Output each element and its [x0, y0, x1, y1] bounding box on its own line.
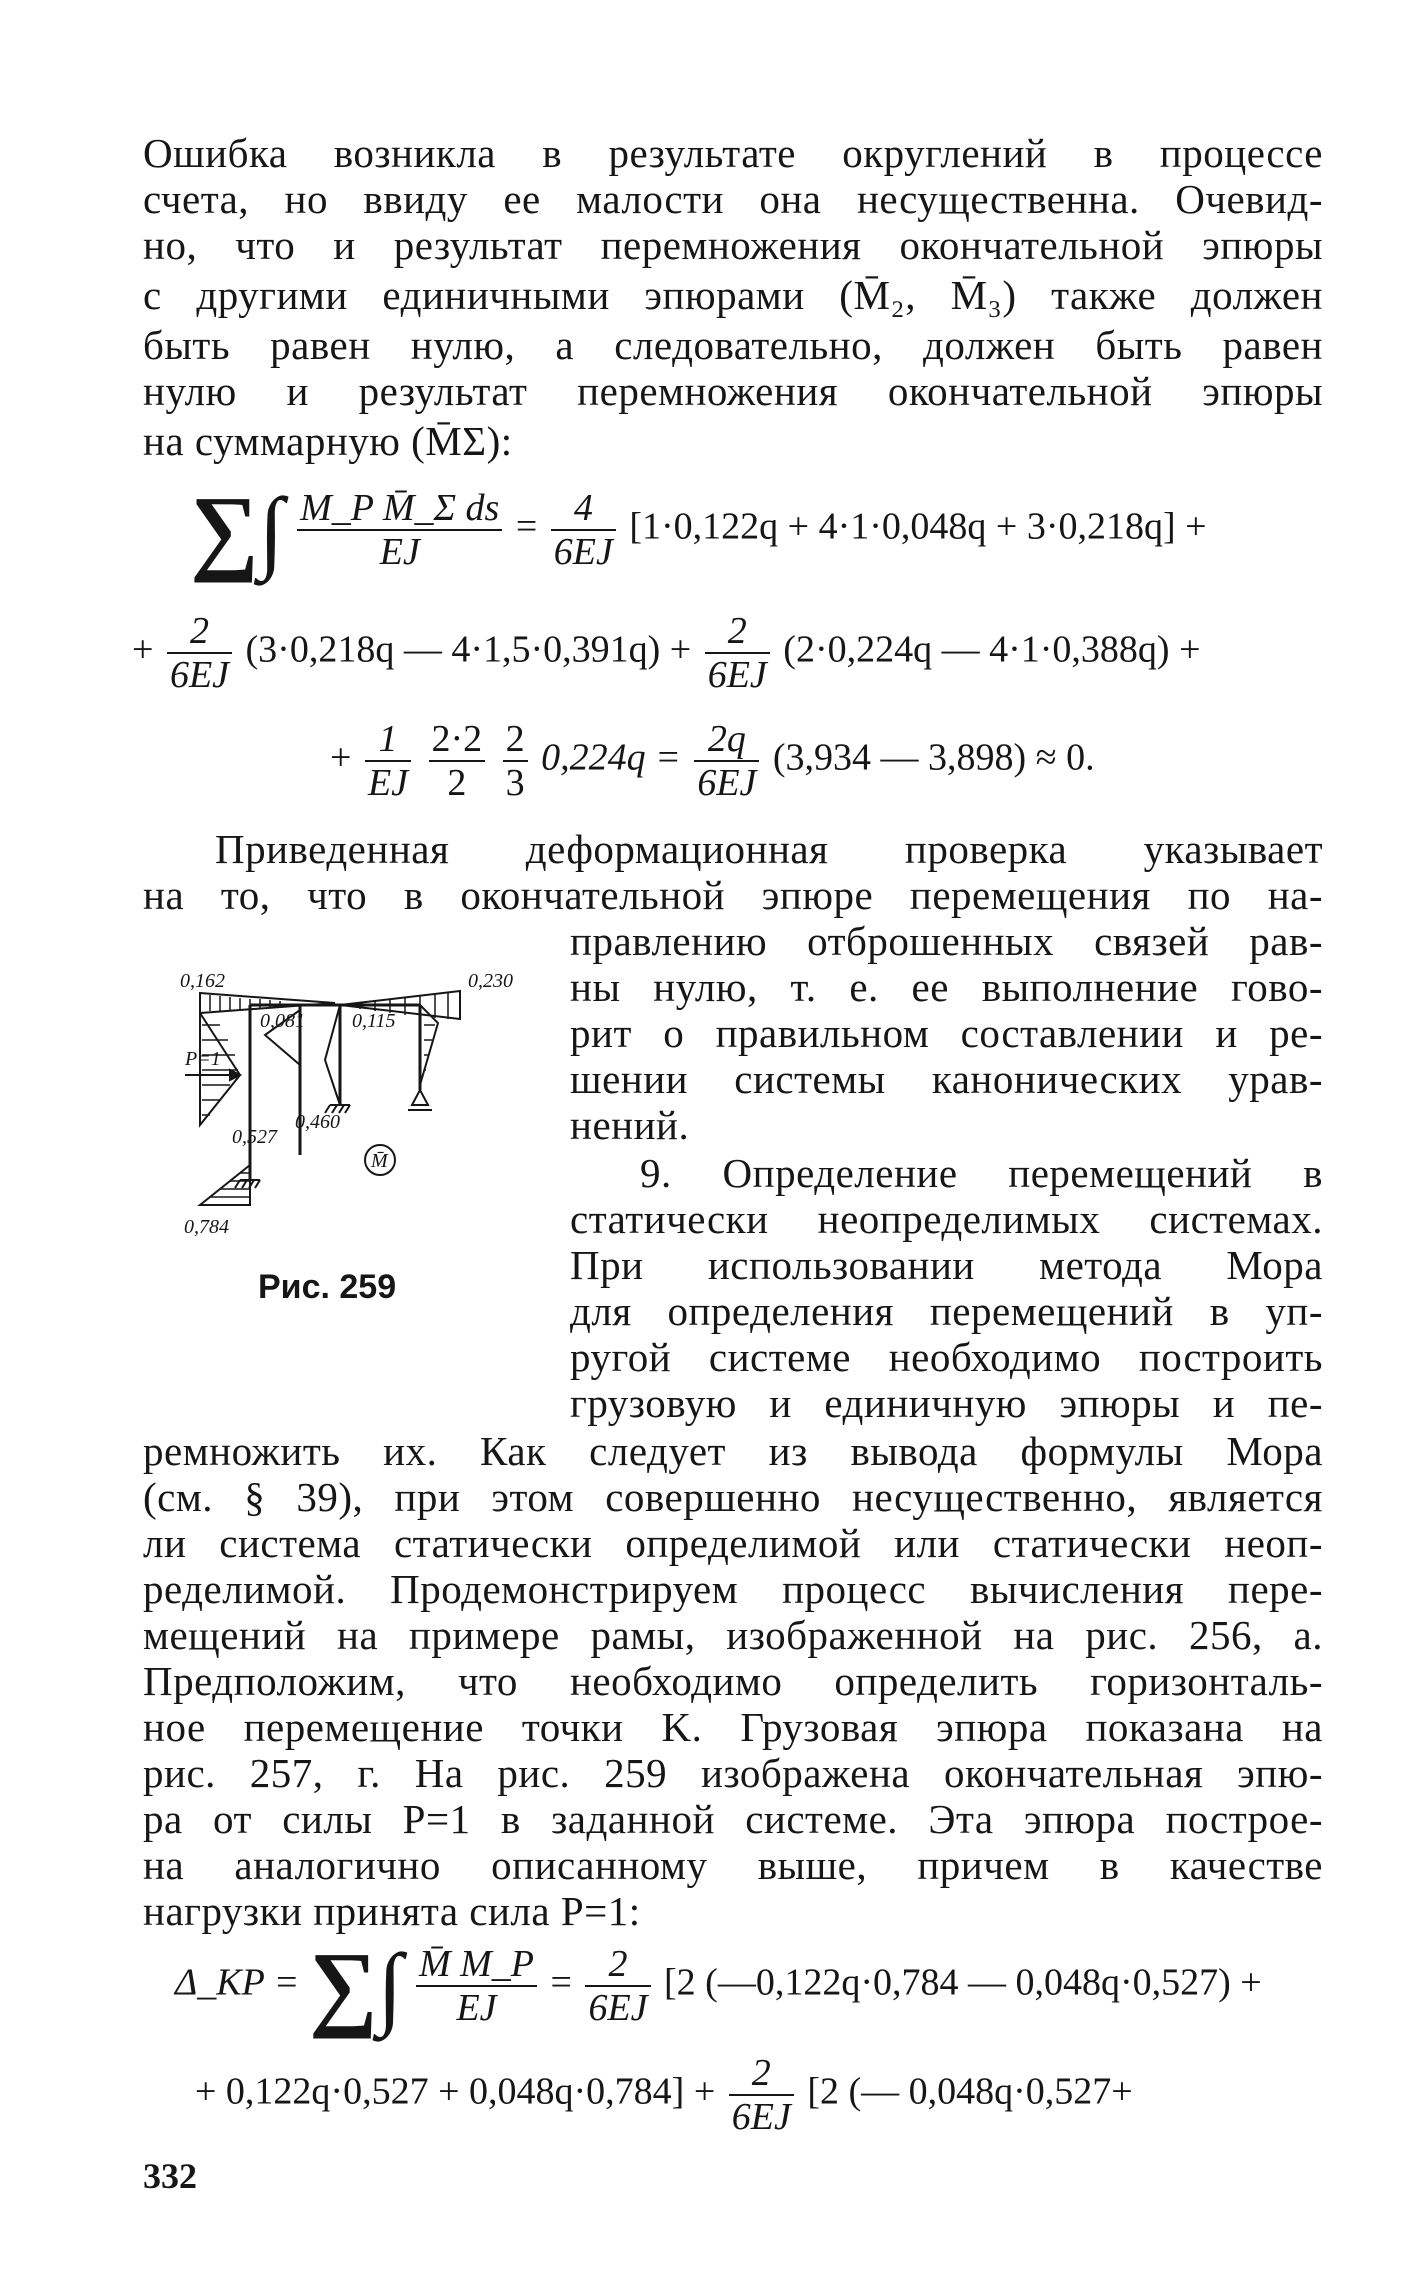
fraction: $\frac{2\cdot 2}{2}$	[429, 718, 486, 804]
text-line: рит о правильном составлении и ре-	[570, 1010, 1323, 1056]
text-line: рис. 257, г. На рис. 259 изображена окончательная эпю-	[143, 1750, 1323, 1796]
text-line: быть равен нулю, а следовательно, должен быть равен	[143, 322, 1323, 368]
text-line: с другими единичными эпюрами (M̄₂, M̄₃) также должен	[143, 272, 1323, 318]
text-line: на то, что в окончательной эпюре перемещения по на-	[143, 872, 1323, 918]
fraction: $\frac{2}{3}$	[503, 718, 528, 804]
integral-symbol: ∫	[377, 1935, 403, 2037]
text-line: нений.	[570, 1102, 690, 1148]
text-line: на аналогично описанному выше, причем в качестве	[143, 1842, 1323, 1888]
formula-term: [2 (—0,122q·0,784 — 0,048q·0,527) +	[664, 1961, 1262, 2004]
fraction: $\frac{2}{6EJ}$	[167, 610, 232, 696]
formula-2-line-2	[195, 2052, 1133, 2138]
text-line: правлению отброшенных связей рав-	[570, 918, 1323, 964]
text-line: но, что и результат перемножения окончательной эпюры	[143, 222, 1323, 268]
force-label: P=1	[185, 1048, 221, 1070]
text-line: 9. Определение перемещений в	[640, 1150, 1323, 1196]
formula-2-line-1: Δ_KP = ∑∫ $\frac{M̄ M\_P}{EJ}$ = $\frac{2}{6EJ}$ [2 (—0,122q·0,784 — 0,048q·0,527) +	[175, 1932, 1262, 2039]
text-line: ределимой. Продемонстрируем процесс вычисления пере-	[143, 1566, 1323, 1612]
figure-259-moment-diagram	[180, 965, 540, 1255]
value-label: 0,162	[180, 970, 225, 992]
formula-term: (3,934 — 3,898) ≈ 0.	[772, 736, 1095, 779]
text-line: При использовании метода Мора	[570, 1242, 1323, 1288]
fraction: $\frac{M̄ M\_P}{EJ}$	[416, 1943, 537, 2029]
text-line: на суммарную (M̄Σ):	[143, 418, 513, 464]
page-number: 332	[143, 2156, 197, 2196]
text-line: нагрузки принята сила P=1:	[143, 1888, 641, 1934]
text-line: ремножить их. Как следует из вывода формулы Мора	[143, 1428, 1323, 1474]
text-line: статически неопределимых системах.	[570, 1196, 1323, 1242]
sum-symbol: ∑	[308, 1932, 378, 2039]
formula-term: (3·0,218q — 4·1,5·0,391q) +	[245, 628, 692, 671]
fraction: $\frac{\text{M\_P M̄\_Σ ds}}{EJ}$	[297, 487, 502, 573]
formula-term: [1·0,122q + 4·1·0,048q + 3·0,218q] +	[629, 505, 1207, 548]
fraction: $\frac{2}{6EJ}$	[729, 2052, 794, 2138]
text-line: мещений на примере рамы, изображенной на рис. 256, а.	[143, 1612, 1323, 1658]
value-label: 0,784	[184, 1216, 229, 1238]
text-line: ругой системе необходимо построить	[570, 1334, 1323, 1380]
figure-caption: Рис. 259	[258, 1268, 397, 1306]
text-line: ны нулю, т. е. ее выполнение гово-	[570, 964, 1323, 1010]
formula-term: 0,224q =	[541, 736, 681, 779]
diagram-name-label: M̄	[371, 1150, 388, 1172]
text-line: ное перемещение точки K. Грузовая эпюра показана на	[143, 1704, 1323, 1750]
value-label: 0,527	[232, 1126, 277, 1148]
value-label: 0,081	[260, 1010, 305, 1032]
formula-1-line-2: + $\frac{2}{6EJ}$ (3·0,218q — 4·1,5·0,391q) + $\frac{2}{6EJ}$ (2·0,224q — 4·1·0,388q) +	[132, 610, 1201, 696]
formula-1-line-3: + $\frac{1}{EJ}$ $\frac{2\cdot 2}{2}$ $\frac{2}{3}$ 0,224q = $\frac{2q}{6EJ}$ (3,934 — 3,898) ≈ 0.	[330, 718, 1095, 804]
text-line: грузовую и единичную эпюры и пе-	[570, 1380, 1323, 1426]
text-line: счета, но ввиду ее малости она несущественна. Очевид-	[143, 176, 1323, 222]
text-line: Приведенная деформационная проверка указывает	[215, 826, 1323, 872]
sum-symbol: ∑	[190, 476, 259, 583]
value-label: 0,230	[468, 970, 513, 992]
formula-lhs: Δ_KP =	[175, 1961, 300, 2004]
text-line: нулю и результат перемножения окончательной эпюры	[143, 368, 1323, 414]
text-line: ли система статически определимой или статически неоп-	[143, 1520, 1323, 1566]
fraction: $\frac{1}{EJ}$	[365, 718, 411, 804]
formula-term: (2·0,224q — 4·1·0,388q) +	[783, 628, 1201, 671]
value-label: 0,115	[352, 1010, 396, 1032]
fraction: $\frac{2}{6EJ}$	[705, 610, 770, 696]
formula-term: + 0,122q·0,527 + 0,048q·0,784] +	[195, 2070, 716, 2113]
text-line: (см. § 39), при этом совершенно несущественно, является	[143, 1474, 1323, 1520]
formula-1-line-1: ∑∫ $\frac{\text{M\_P M̄\_Σ ds}}{EJ}$ = $\frac{4}{6EJ}$ [1·0,122q + 4·1·0,048q + 3·0,218q] +	[190, 476, 1207, 583]
value-label: 0,460	[295, 1111, 340, 1133]
fraction: $\frac{2}{6EJ}$	[585, 1943, 650, 2029]
text-line: Ошибка возникла в результате округлений в процессе	[143, 130, 1323, 176]
fraction: $\frac{2q}{6EJ}$	[694, 718, 759, 804]
text-line: шении системы канонических урав-	[570, 1056, 1323, 1102]
text-line: ра от силы P=1 в заданной системе. Эта эпюра построе-	[143, 1796, 1323, 1842]
integral-symbol: ∫	[258, 479, 284, 581]
formula-term: [2 (— 0,048q·0,527+	[807, 2070, 1133, 2113]
fraction: $\frac{4}{6EJ}$	[551, 487, 616, 573]
text-line: для определения перемещений в уп-	[570, 1288, 1323, 1334]
text-line: Предположим, что необходимо определить горизонталь-	[143, 1658, 1323, 1704]
